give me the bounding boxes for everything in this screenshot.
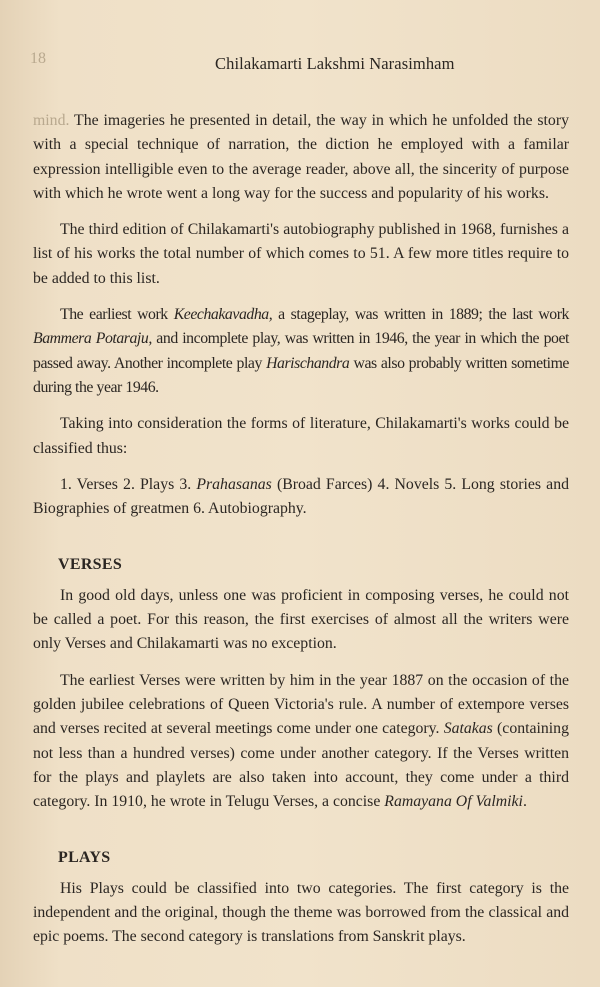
text-run: 1. Verses 2. Plays 3.: [60, 475, 197, 493]
paragraph: [33, 303, 569, 400]
paragraph: [33, 473, 569, 522]
text-run: The earliest work: [60, 306, 174, 324]
text-run: (Broad Farces) 4. Novels 5. Long stories and Biographies of greatmen 6. Autobiography.: [33, 475, 569, 518]
section-heading-verses: VERSES: [58, 556, 123, 574]
italic-title: Ramayana Of Valmiki: [384, 793, 523, 811]
italic-title: Prahasanas: [196, 475, 272, 493]
paragraph: His Plays could be classified into two categories. The first category is the independent and the original, though the theme was borrowed from the classical and epic poems. The second category is translations from Sanskrit plays.: [33, 879, 569, 946]
text-run: .: [522, 793, 527, 811]
text-run: and incomplete play, was written in 1946, the year in which the poet passed away. Another incomplete play: [33, 330, 569, 372]
italic-title: Satakas: [443, 720, 493, 738]
text-run: was also probably written sometime during the year 1946.: [33, 354, 569, 396]
paragraph: [33, 109, 569, 206]
paragraph-text: The imageries he presented in detail, the way in which he unfolded the story with a special technique of narration, the diction he employed with a familar expression intelligible even to the average reader, above all, the sincerity of purpose with which he wrote went a long way for the success and popularity of his works.: [33, 112, 569, 202]
italic-title: Harischandra: [266, 354, 350, 372]
paragraph: The third edition of Chilakamarti's autobiography published in 1968, furnishes a list of his works the total number of which comes to 51. A few more titles require to be added to this list.: [33, 221, 569, 287]
text-run: (containing not less than a hundred verses) come under another category. If the Verses written for the plays and playlets are also taken into account, they come under a third category. In 1910, he wrote in Telugu Verses, a concise: [33, 720, 569, 811]
section-heading-plays: PLAYS: [58, 849, 111, 867]
paragraph: In good old days, unless one was proficient in composing verses, he could not be called a poet. For this reason, the first exercises of almost all the writers were only Verses and Chilakamarti was no exception.: [33, 586, 569, 653]
italic-title: Bammera Potaraju,: [33, 330, 152, 348]
paragraph: [33, 669, 569, 815]
faded-text: mind.: [33, 112, 70, 129]
text-run: The earliest Verses were written by him in the year 1887 on the occasion of the golden jubilee celebrations of Queen Victoria's rule. A number of extempore verses and verses recited at several meetings come under one category.: [33, 671, 569, 738]
page-body: [33, 109, 569, 962]
paragraph: Taking into consideration the forms of literature, Chilakamarti's works could be classified thus:: [33, 415, 569, 457]
running-title: Chilakamarti Lakshmi Narasimham: [215, 54, 455, 73]
text-run: a stageplay, was written in 1889; the last work: [272, 306, 569, 324]
italic-title: Keechakavadha,: [173, 306, 273, 324]
page-number: 18: [30, 50, 46, 67]
